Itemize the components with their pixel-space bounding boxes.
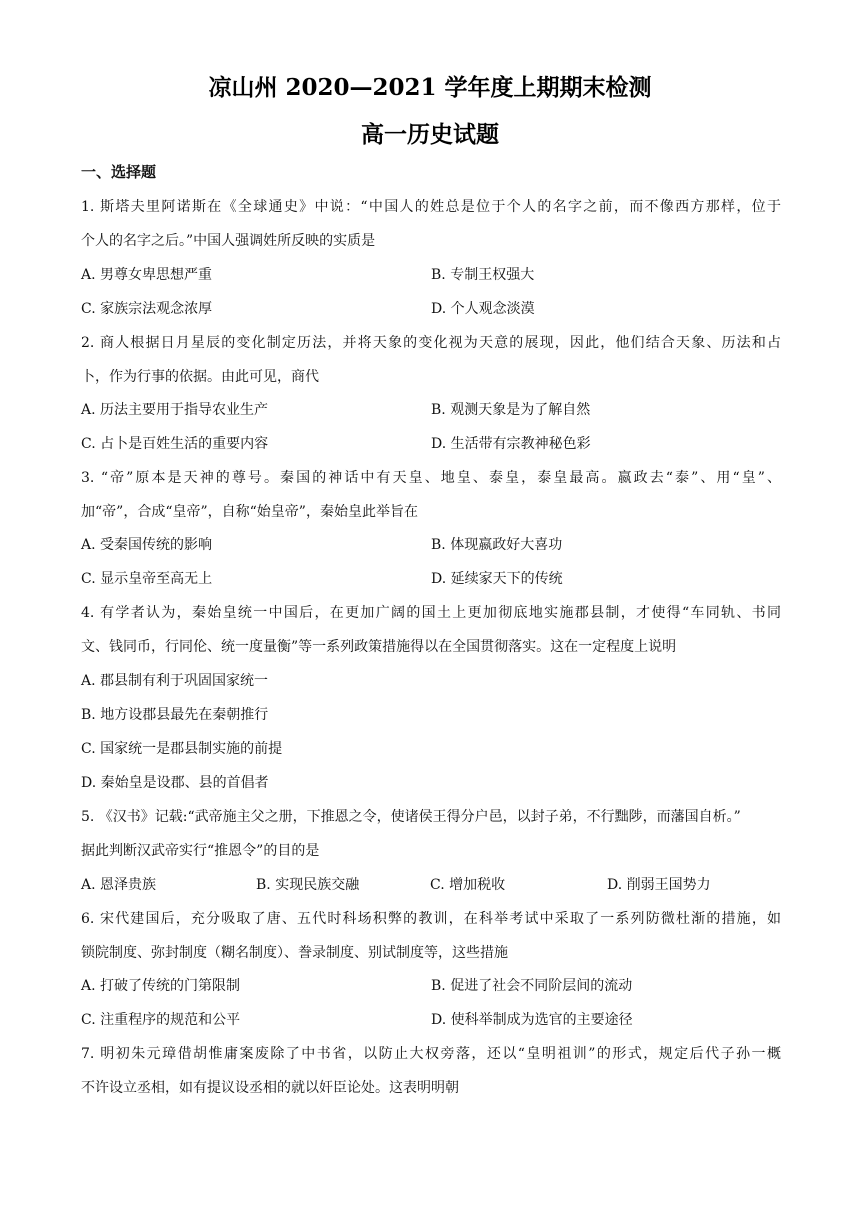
question-3-option-a: A. 受秦国传统的影响 [81, 537, 213, 553]
question-2-stem-line-2: 卜，作为行事的依据。由此可见，商代 [81, 369, 319, 385]
question-7-stem-line-2: 不许设立丞相，如有提议设丞相的就以奸臣论处。这表明明朝 [81, 1080, 459, 1096]
question-4-stem-line-2: 文、钱同币，行同伦、统一度量衡”等一系列政策措施得以在全国贯彻落实。这在一定程度上说明 [81, 639, 677, 655]
question-6-option-d: D. 使科举制成为选官的主要途径 [431, 1012, 633, 1028]
question-1-option-b: B. 专制王权强大 [431, 267, 535, 283]
question-3-option-d: D. 延续家天下的传统 [431, 571, 563, 587]
question-1-stem-line-2: 个人的名字之后。”中国人强调姓所反映的实质是 [81, 233, 376, 249]
question-1-option-c: C. 家族宗法观念浓厚 [81, 301, 213, 317]
question-2-stem-line-1: 2. 商人根据日月星辰的变化制定历法，并将天象的变化视为天意的展现，因此，他们结合天象、历法和占 [81, 335, 781, 351]
question-6-option-b: B. 促进了社会不同阶层间的流动 [431, 978, 633, 994]
question-5-stem-line-2: 据此判断汉武帝实行“推恩令”的目的是 [81, 843, 320, 859]
question-2-option-a: A. 历法主要用于指导农业生产 [81, 402, 269, 418]
question-4-stem-line-1: 4. 有学者认为，秦始皇统一中国后，在更加广阔的国土上更加彻底地实施郡县制，才使得“车同轨、书同 [81, 605, 781, 621]
question-6-stem-line-1: 6. 宋代建国后，充分吸取了唐、五代时科场积弊的教训，在科举考试中采取了一系列防微杜渐的措施，如 [81, 911, 781, 927]
question-4-option-a: A. 郡县制有利于巩固国家统一 [81, 673, 269, 689]
question-6-option-c: C. 注重程序的规范和公平 [81, 1012, 241, 1028]
question-2-option-c: C. 占卜是百姓生活的重要内容 [81, 436, 269, 452]
question-3-option-c: C. 显示皇帝至高无上 [81, 571, 213, 587]
question-4-option-d: D. 秦始皇是设郡、县的首倡者 [81, 775, 269, 791]
question-3-stem-line-2: 加“帝”，合成“皇帝”，自称“始皇帝”，秦始皇此举旨在 [81, 504, 418, 520]
question-5-option-c: C. 增加税收 [430, 877, 506, 893]
question-7-stem-line-1: 7. 明初朱元璋借胡惟庸案废除了中书省，以防止大权旁落，还以“皇明祖训”的形式，规定后代子孙一概 [81, 1046, 781, 1062]
question-5-option-b: B. 实现民族交融 [256, 877, 360, 893]
question-3-stem-line-1: 3. “帝”原本是天神的尊号。秦国的神话中有天皇、地皇、泰皇，泰皇最高。嬴政去“泰”、用“皇”、 [81, 470, 781, 486]
question-4-option-c: C. 国家统一是郡县制实施的前提 [81, 741, 283, 757]
question-4-option-b: B. 地方设郡县最先在秦朝推行 [81, 707, 269, 723]
exam-title: 凉山州 2020—2021 学年度上期期末检测 [208, 74, 652, 101]
question-1-option-d: D. 个人观念淡漠 [431, 301, 535, 317]
question-2-option-b: B. 观测天象是为了解自然 [431, 402, 591, 418]
question-5-stem-line-1: 5. 《汉书》记载:“武帝施主父之册，下推恩之令，使诸侯王得分户邑，以封子弟，不行黜陟，而藩国自析。” [81, 809, 741, 825]
question-5-option-a: A. 恩泽贵族 [81, 877, 157, 893]
section-heading: 一、选择题 [81, 163, 157, 181]
question-3-option-b: B. 体现嬴政好大喜功 [431, 537, 563, 553]
question-6-option-a: A. 打破了传统的门第限制 [81, 978, 241, 994]
question-2-option-d: D. 生活带有宗教神秘色彩 [431, 436, 591, 452]
question-5-option-d: D. 削弱王国势力 [607, 877, 711, 893]
question-1-stem-line-1: 1. 斯塔夫里阿诺斯在《全球通史》中说：“中国人的姓总是位于个人的名字之前，而不像西方那样，位于 [81, 199, 781, 215]
exam-subtitle: 高一历史试题 [361, 121, 499, 148]
question-6-stem-line-2: 锁院制度、弥封制度（糊名制度）、誊录制度、别试制度等，这些措施 [81, 945, 508, 961]
question-1-option-a: A. 男尊女卑思想严重 [81, 267, 213, 283]
